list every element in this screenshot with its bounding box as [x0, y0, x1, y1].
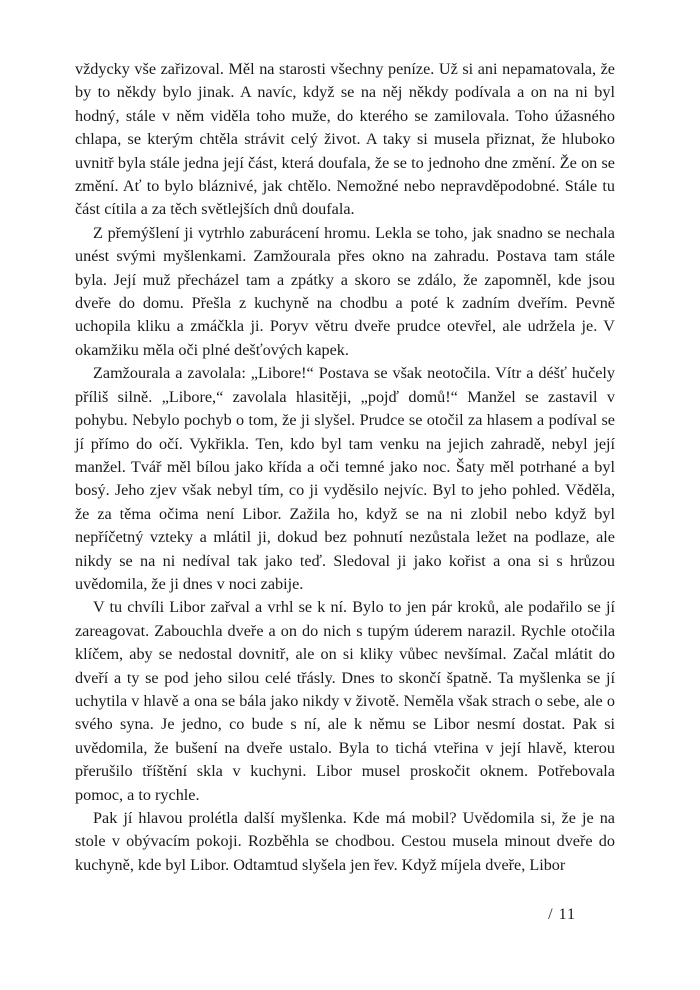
paragraph-5: Pak jí hlavou prolétla další myšlenka. Kde má mobil? Uvědomila si, že je na stole v obývacím pokoji. Rozběhla se chodbou. Cestou musela minout dveře do kuchyně, kde byl Libor. Odtamtud slyšela jen řev. Když míjela dveře, Libor: [75, 809, 615, 874]
paragraph-1: vždycky vše zařizoval. Měl na starosti všechny peníze. Už si ani nepamatovala, že by to někdy bylo jinak. A navíc, když se na něj někdy podívala a on na ni byl hodný, stále v něm viděla toho muže, do kterého se zamilovala. Toho úžasného chlapa, se kterým chtěla strávit celý život. A taky si musela přiznat, že hluboko uvnitř byla stále jedna její část, která doufala, že se to jednoho dne změní. Že on se změní. Ať to bylo bláznivé, jak chtělo. Nemožné nebo nepravděpodobné. Stále tu část cítila a za těch světlejších dnů doufala.: [75, 60, 615, 219]
paragraph-2: Z přemýšlení ji vytrhlo zaburácení hromu. Lekla se toho, jak snadno se nechala unést svými myšlenkami. Zamžourala přes okno na zahradu. Postava tam stále byla. Její muž přecházel tam a zpátky a skoro se zdálo, že zapomněl, kde jsou dveře do domu. Přešla z kuchyně na chodbu a poté k zadním dveřím. Pevně uchopila kliku a zmáčkla ji. Poryv větru dveře prudce otevřel, ale udržela je. V okamžiku měla oči plné dešťových kapek.: [75, 223, 615, 359]
paragraph-3: Zamžourala a zavolala: „Libore!“ Postava se však neotočila. Vítr a déšť hučely příliš silně. „Libore,“ zavolala hlasitěji, „pojď domů!“ Manžel se zastavil v pohybu. Nebylo pochyb o tom, že ji slyšel. Prudce se otočil za hlasem a podíval se jí přímo do očí. Vykřikla. Ten, kdo byl tam venku na jejich zahradě, nebyl její manžel. Tvář měl bílou jako křída a oči temné jako noc. Šaty měl potrhané a byl bosý. Jeho zjev však nebyl tím, co ji vyděsilo nejvíc. Byl to jeho pohled. Věděla, že za těma očima není Libor. Zažila ho, když se na ni zlobil nebo když byl nepříčetný vzteky a mlátil ji, dokud bez pohnutí nezůstala ležet na podlaze, ale nikdy se na ni nedíval tak jako teď. Sledoval ji jako kořist a ona si s hrůzou uvědomila, že ji dnes v noci zabije.: [75, 364, 615, 593]
paragraph-4: V tu chvíli Libor zařval a vrhl se k ní. Bylo to jen pár kroků, ale podařilo se jí zareagovat. Zabouchla dveře a on do nich s tupým úderem narazil. Rychle otočila klíčem, aby se nedostal dovnitř, ale on si kliky vůbec nevšímal. Začal mlátit do dveří a ty se pod jeho silou celé třásly. Dnes to skončí špatně. Ta myšlenka se jí uchytila v hlavě a ona se bála jako nikdy v životě. Neměla však strach o sebe, ale o svého syna. Je jedno, co bude s ní, ale k němu se Libor nesmí dostat. Pak si uvědomila, že bušení na dveře ustalo. Byla to tichá vteřina v její hlavě, kterou přerušilo tříštění skla v kuchyni. Libor musel proskočit oknem. Potřebovala pomoc, a to rychle.: [75, 598, 615, 804]
page-body: [75, 58, 615, 877]
page-number: / 11: [548, 906, 576, 923]
